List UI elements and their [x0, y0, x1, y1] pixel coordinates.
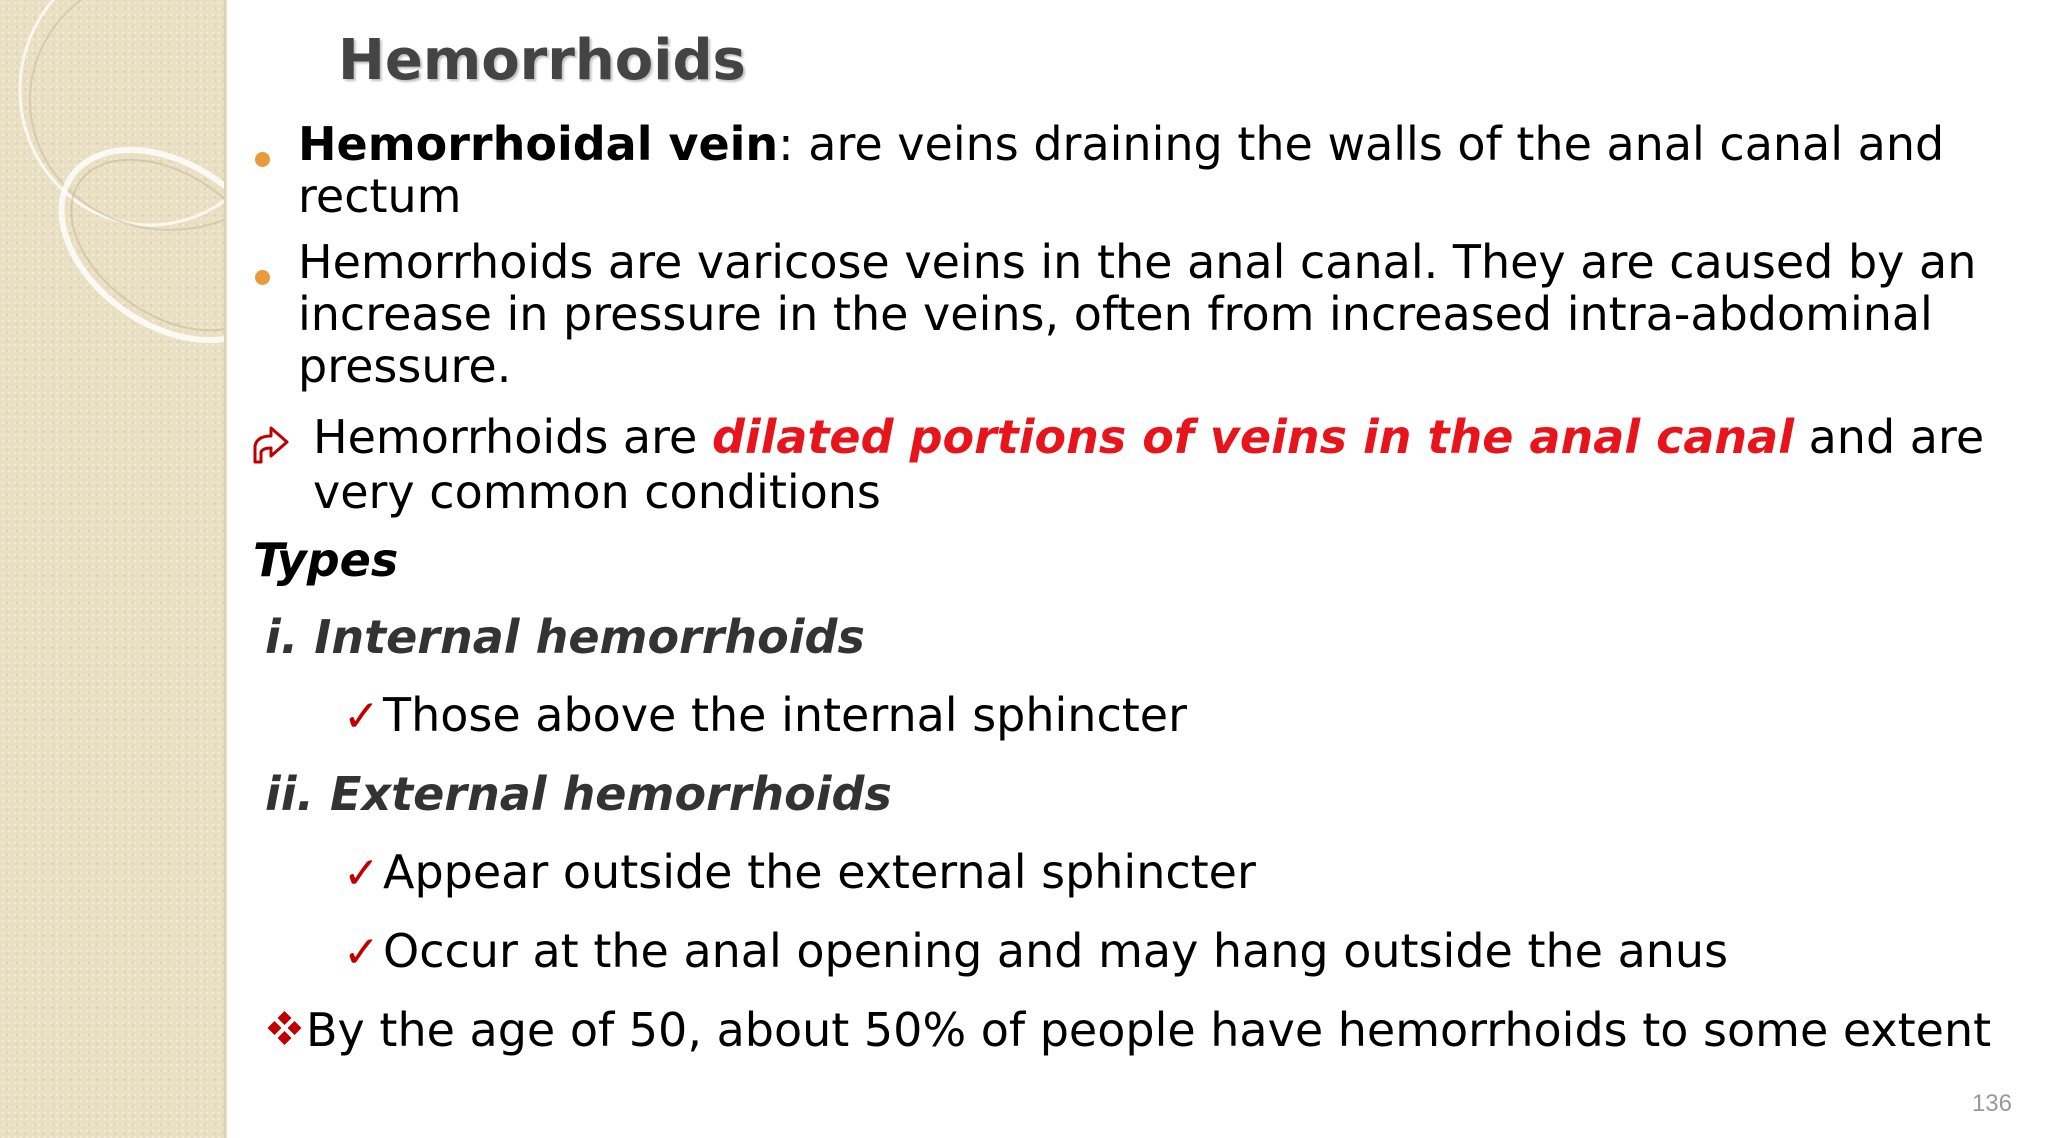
- text-pre: Hemorrhoids are: [313, 410, 712, 464]
- bullet-varicose-veins: [245, 236, 1976, 392]
- bullet-line-1: Hemorrhoids are varicose veins in the anal canal. They are caused by an: [298, 235, 1977, 289]
- bullet-hemorrhoidal-vein: [245, 118, 1944, 222]
- bullet-dot-icon: [255, 152, 270, 167]
- four-diamond-icon: [263, 1009, 306, 1047]
- check-item-text: Appear outside the external sphincter: [383, 845, 1256, 899]
- page-number: 136: [1971, 1090, 2012, 1117]
- check-item-external-2: [343, 924, 1728, 978]
- check-item-text: Occur at the anal opening and may hang outside the anus: [383, 924, 1729, 978]
- term-definition: : are veins draining the walls of the anal canal and: [778, 117, 1945, 171]
- final-point-text: By the age of 50, about 50% of people have hemorrhoids to some extent: [306, 1003, 1992, 1057]
- check-item-internal-1: [343, 688, 1187, 742]
- decorative-sidebar: [0, 0, 227, 1138]
- checkmark-icon: ✓: [343, 848, 380, 899]
- slide-title: Hemorrhoids: [338, 28, 746, 93]
- term-hemorrhoidal-vein: Hemorrhoidal vein: [298, 117, 779, 171]
- bullet-line-1: [313, 410, 1984, 465]
- bullet-line-3: pressure.: [298, 339, 512, 393]
- bullet-line-2: very common conditions: [313, 465, 881, 519]
- bullet-dilated-portions: [245, 410, 1984, 520]
- bullet-text: [298, 118, 1944, 170]
- checkmark-icon: ✓: [343, 691, 380, 742]
- bullet-line-2: increase in pressure in the veins, often from increased intra-abdominal: [298, 287, 1933, 341]
- types-heading: Types: [253, 533, 399, 587]
- text-post: and are: [1793, 410, 1985, 464]
- check-item-external-1: [343, 845, 1256, 899]
- term-definition-cont: rectum: [298, 169, 462, 223]
- highlighted-phrase: dilated portions of veins in the anal canal: [711, 410, 1794, 464]
- type-internal-label: i. Internal hemorrhoids: [265, 610, 865, 664]
- bullet-dot-icon: [255, 270, 270, 285]
- checkmark-icon: ✓: [343, 927, 380, 978]
- curved-arrow-icon: [249, 420, 293, 466]
- type-external-label: ii. External hemorrhoids: [265, 767, 892, 821]
- sidebar-swirl-decoration: [0, 0, 227, 1138]
- final-point: [263, 1003, 1991, 1057]
- check-item-text: Those above the internal sphincter: [383, 688, 1187, 742]
